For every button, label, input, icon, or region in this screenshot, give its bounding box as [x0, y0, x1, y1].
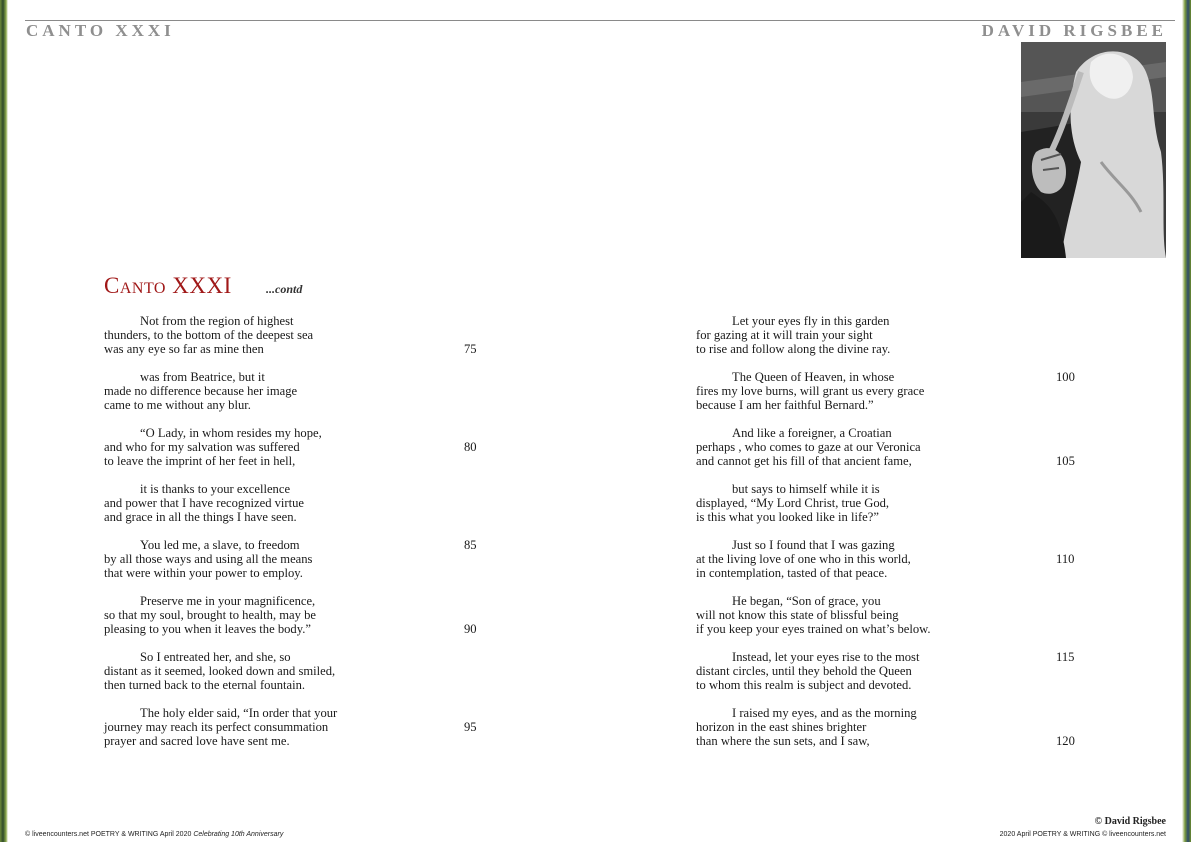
right-column — [696, 314, 1086, 762]
verse-line: fires my love burns, will grant us every grace — [696, 384, 925, 398]
stanza — [696, 314, 1086, 370]
verse-line: made no difference because her image — [104, 384, 298, 398]
stanza — [696, 650, 1086, 706]
verse-line: The holy elder said, “In order that your — [140, 706, 338, 720]
stanza — [696, 706, 1086, 762]
footer-right: 2020 April POETRY & WRITING © liveencounters.net — [999, 831, 1166, 838]
verse-line: by all those ways and using all the means — [104, 552, 313, 566]
stanza — [696, 594, 1086, 650]
verse-line: for gazing at it will train your sight — [696, 328, 873, 342]
line-number: 105 — [1056, 454, 1075, 468]
stanza — [104, 594, 494, 650]
verse-line: And like a foreigner, a Croatian — [732, 426, 892, 440]
verse-line: because I am her faithful Bernard.” — [696, 398, 874, 412]
verse-line: but says to himself while it is — [732, 482, 880, 496]
footer-left-italic: Celebrating 10th Anniversary — [193, 831, 284, 838]
stanza — [104, 314, 494, 370]
line-number: 85 — [464, 538, 477, 552]
verse-line: prayer and sacred love have sent me. — [104, 734, 290, 748]
verse-line: and cannot get his fill of that ancient fame, — [696, 454, 912, 468]
verse-line: journey may reach its perfect consummation — [104, 720, 329, 734]
line-number: 100 — [1056, 370, 1075, 384]
verse-line: at the living love of one who in this world, — [696, 552, 911, 566]
verse-line: it is thanks to your excellence — [140, 482, 291, 496]
verse-line: distant as it seemed, looked down and smiled, — [104, 664, 336, 678]
stanza — [104, 650, 494, 706]
engraving-illustration — [1021, 42, 1166, 258]
verse-line: if you keep your eyes trained on what’s below. — [696, 622, 931, 636]
verse-line: was from Beatrice, but it — [140, 370, 265, 384]
line-number: 95 — [464, 720, 477, 734]
verse-line: was any eye so far as mine then — [104, 342, 264, 356]
verse-line: and power that I have recognized virtue — [104, 496, 305, 510]
illustration-graphic — [1021, 42, 1166, 258]
verse-line: He began, “Son of grace, you — [732, 594, 881, 608]
verse-line: perhaps , who comes to gaze at our Veronica — [696, 440, 921, 454]
continued-label: ...contd — [266, 282, 303, 296]
stanza — [104, 482, 494, 538]
line-number: 90 — [464, 622, 477, 636]
verse-line: thunders, to the bottom of the deepest sea — [104, 328, 314, 342]
footer-left — [25, 831, 283, 838]
verse-line: to leave the imprint of her feet in hell, — [104, 454, 296, 468]
verse-line: pleasing to you when it leaves the body.” — [104, 622, 311, 636]
verse-line: that were within your power to employ. — [104, 566, 303, 580]
verse-line: Preserve me in your magnificence, — [140, 594, 316, 608]
verse-line: in contemplation, tasted of that peace. — [696, 566, 888, 580]
verse-line: will not know this state of blissful being — [696, 608, 899, 622]
page — [8, 0, 1182, 842]
verse-line: Not from the region of highest — [140, 314, 294, 328]
line-number: 110 — [1056, 552, 1075, 566]
verse-line: Instead, let your eyes rise to the most — [732, 650, 920, 664]
verse-line: I raised my eyes, and as the morning — [732, 706, 917, 720]
verse-line: distant circles, until they behold the Queen — [696, 664, 912, 678]
stanza — [104, 538, 494, 594]
line-number: 80 — [464, 440, 477, 454]
poem-title: Canto XXXI — [104, 273, 232, 298]
verse-line: You led me, a slave, to freedom — [140, 538, 300, 552]
verse-line: So I entreated her, and she, so — [140, 650, 291, 664]
verse-line: Just so I found that I was gazing — [732, 538, 895, 552]
stanza — [104, 370, 494, 426]
verse-line: to rise and follow along the divine ray. — [696, 342, 891, 356]
stanza — [104, 426, 494, 482]
verse-line: and who for my salvation was suffered — [104, 440, 300, 454]
footer-left-text: © liveencounters.net POETRY & WRITING April 2020 — [25, 831, 194, 838]
header-canto-title: CANTO XXXI — [26, 21, 175, 40]
verse-line: then turned back to the eternal fountain. — [104, 678, 306, 692]
stanza — [696, 370, 1086, 426]
verse-line: “O Lady, in whom resides my hope, — [140, 426, 322, 440]
verse-line: is this what you looked like in life?” — [696, 510, 879, 524]
verse-line: Let your eyes fly in this garden — [732, 314, 890, 328]
verse-line: than where the sun sets, and I saw, — [696, 734, 870, 748]
verse-line: horizon in the east shines brighter — [696, 720, 867, 734]
copyright-author: © David Rigsbee — [1094, 816, 1166, 827]
header-author-name: DAVID RIGSBEE — [981, 21, 1167, 40]
line-number: 75 — [464, 342, 477, 356]
verse-line: The Queen of Heaven, in whose — [732, 370, 895, 384]
stanza — [696, 538, 1086, 594]
verse-line: so that my soul, brought to health, may be — [104, 608, 316, 622]
line-number: 115 — [1056, 650, 1075, 664]
verse-line: displayed, “My Lord Christ, true God, — [696, 496, 890, 510]
stanza — [696, 482, 1086, 538]
left-column — [104, 314, 494, 762]
verse-line: came to me without any blur. — [104, 398, 251, 412]
verse-line: to whom this realm is subject and devoted. — [696, 678, 912, 692]
line-number: 120 — [1056, 734, 1075, 748]
stanza — [696, 426, 1086, 482]
verse-line: and grace in all the things I have seen. — [104, 510, 297, 524]
stanza — [104, 706, 494, 762]
